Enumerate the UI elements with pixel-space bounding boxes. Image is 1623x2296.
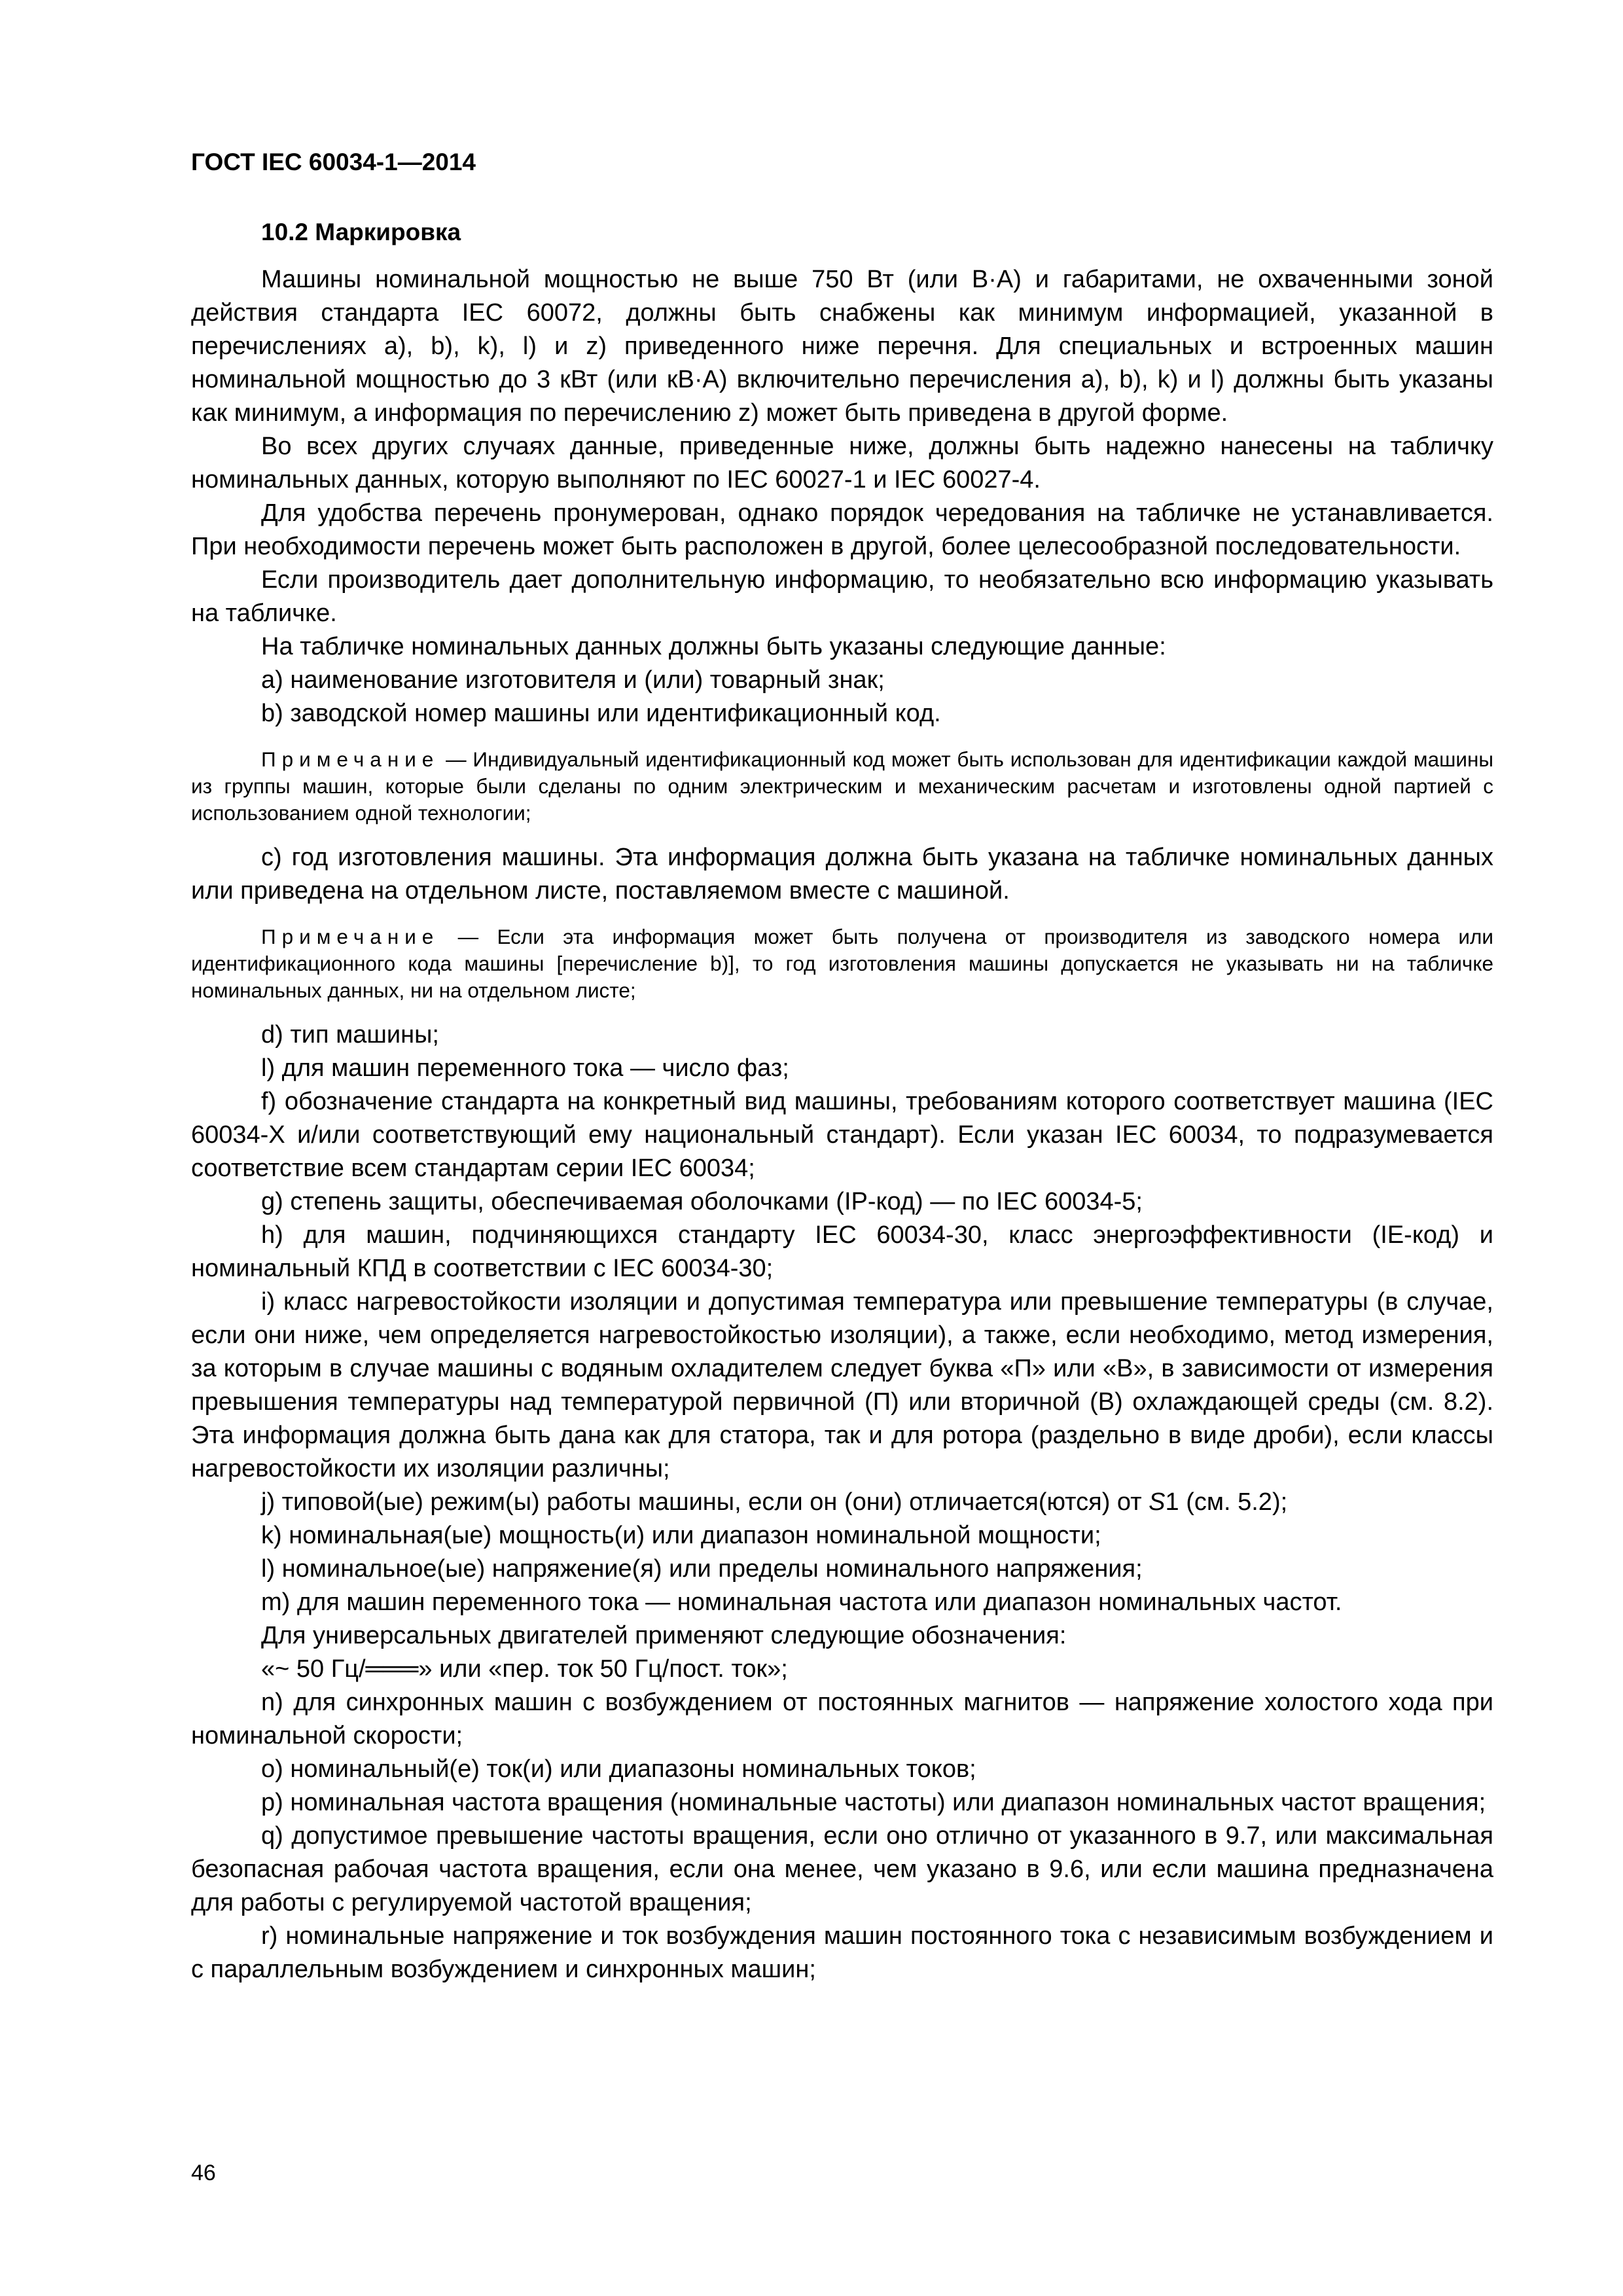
list-item-b: b) заводской номер машины или идентификационный код. [261,700,941,727]
list-item-r: r) номинальные напряжение и ток возбуждения машин постоянного тока с независимым возбуждением и с параллельным возбуждением и синхронных машин; [191,1922,1493,1983]
list-item-f: f) обозначение стандарта на конкретный вид машины, требованиям которого соответствует машина (IEC 60034-X и/или соответствующий ему национальный стандарт). Если указан IEC 60034, то подразумевается соответствие всем стандартам серии IEC 60034; [191,1088,1493,1182]
list-item-d: d) тип машины; [261,1021,439,1049]
note-text: — Если эта информация может быть получена от производителя из заводского номера или идентификационного кода машины [перечисление b)], то год изготовления машины допускается не указывать ни на табличке номинальных данных, ни на отдельном листе; [191,925,1493,1002]
paragraph: «~ 50 Гц/═══» или «пер. ток 50 Гц/пост. ток»; [261,1655,788,1683]
list-item-n: n) для синхронных машин с возбуждением от постоянных магнитов — напряжение холостого хода при номинальной скорости; [191,1689,1493,1749]
paragraph: Машины номинальной мощностью не выше 750 Вт (или В·А) и габаритами, не охваченными зоной действия стандарта IEC 60072, должны быть снабжены как минимум информацией, указанной в перечислениях а), b), k), l) и z) приведенного ниже перечня. Для специальных и встроенных машин номинальной мощностью до 3 кВт (или кВ·А) включительно перечисления а), b), k) и l) должны быть указаны как минимум, а информация по перечислению z) может быть приведена в другой форме. [191,266,1493,427]
list-item-j [191,1486,1493,1519]
paragraph: На табличке номинальных данных должны быть указаны следующие данные: [261,633,1166,660]
page-content [191,216,1493,1986]
note-label: Примечание [261,925,440,948]
document-code: ГОСТ IEC 60034-1—2014 [191,149,476,175]
paragraph: Если производитель дает дополнительную информацию, то необязательно всю информацию указывать на табличке. [191,566,1493,627]
list-item-a: a) наименование изготовителя и (или) товарный знак; [261,666,885,694]
list-item-q: q) допустимое превышение частоты вращения, если оно отлично от указанного в 9.7, или максимальная безопасная рабочая частота вращения, если она менее, чем указано в 9.6, или если машина предназначена для работы с регулируемой частотой вращения; [191,1822,1493,1916]
list-item-p: p) номинальная частота вращения (номинальные частоты) или диапазон номинальных частот вращения; [261,1789,1486,1816]
list-item-h: h) для машин, подчиняющихся стандарту IEC 60034-30, класс энергоэффективности (IE-код) и номинальный КПД в соответствии с IEC 60034-30; [191,1221,1493,1282]
note-label: Примечание [261,747,440,771]
list-item-l: l) для машин переменного тока — число фаз; [261,1054,789,1082]
section-title: 10.2 Маркировка [261,219,461,245]
paragraph: Для удобства перечень пронумерован, однако порядок чередования на табличке не устанавливается. При необходимости перечень может быть расположен в другой, более целесообразной последовательности. [191,499,1493,560]
item-j-text-end: 1 (см. 5.2); [1165,1488,1288,1516]
paragraph: Для универсальных двигателей применяют следующие обозначения: [261,1622,1067,1649]
list-item-k: k) номинальная(ые) мощность(и) или диапазон номинальной мощности; [261,1522,1101,1549]
list-item-m: m) для машин переменного тока — номинальная частота или диапазон номинальных частот. [261,1588,1342,1616]
list-item-c: c) год изготовления машины. Эта информация должна быть указана на табличке номинальных данных или приведена на отдельном листе, поставляемом вместе с машиной. [191,844,1493,905]
page-number: 46 [191,2161,216,2185]
list-item-i: i) класс нагревостойкости изоляции и допустимая температура или превышение температуры (в случае, если они ниже, чем определяется нагревостойкостью изоляции), а также, если необходимо, метод измерения, за которым в случае машины с водяным охладителем следует буква «П» или «В», в зависимости от измерения превышения температуры над температурой первичной (П) или вторичной (В) охлаждающей среды (см. 8.2). Эта информация должна быть дана как для статора, так и для ротора (раздельно в виде дроби), если классы нагревостойкости их изоляции различны; [191,1288,1493,1482]
list-item-o: o) номинальный(е) ток(и) или диапазоны номинальных токов; [261,1755,976,1783]
paragraph: Во всех других случаях данные, приведенные ниже, должны быть надежно нанесены на табличку номинальных данных, которую выполняют по IEC 60027-1 и IEC 60027-4. [191,433,1493,493]
note-block [191,746,1493,827]
list-item-g: g) степень защиты, обеспечиваемая оболочками (IP-код) — по IEC 60034-5; [261,1188,1143,1215]
note-block [191,924,1493,1004]
list-item-l2: l) номинальное(ые) напряжение(я) или пределы номинального напряжения; [261,1555,1143,1583]
note-text: — Индивидуальный идентификационный код может быть использован для идентификации каждой машины из группы машин, которые были сделаны по одним электрическим и механическим расчетам и изготовлены одной партией с использованием одной технологии; [191,747,1493,825]
item-j-text: j) типовой(ые) режим(ы) работы машины, если он (они) отличается(ются) от [261,1488,1149,1516]
item-j-italic: S [1149,1488,1166,1516]
